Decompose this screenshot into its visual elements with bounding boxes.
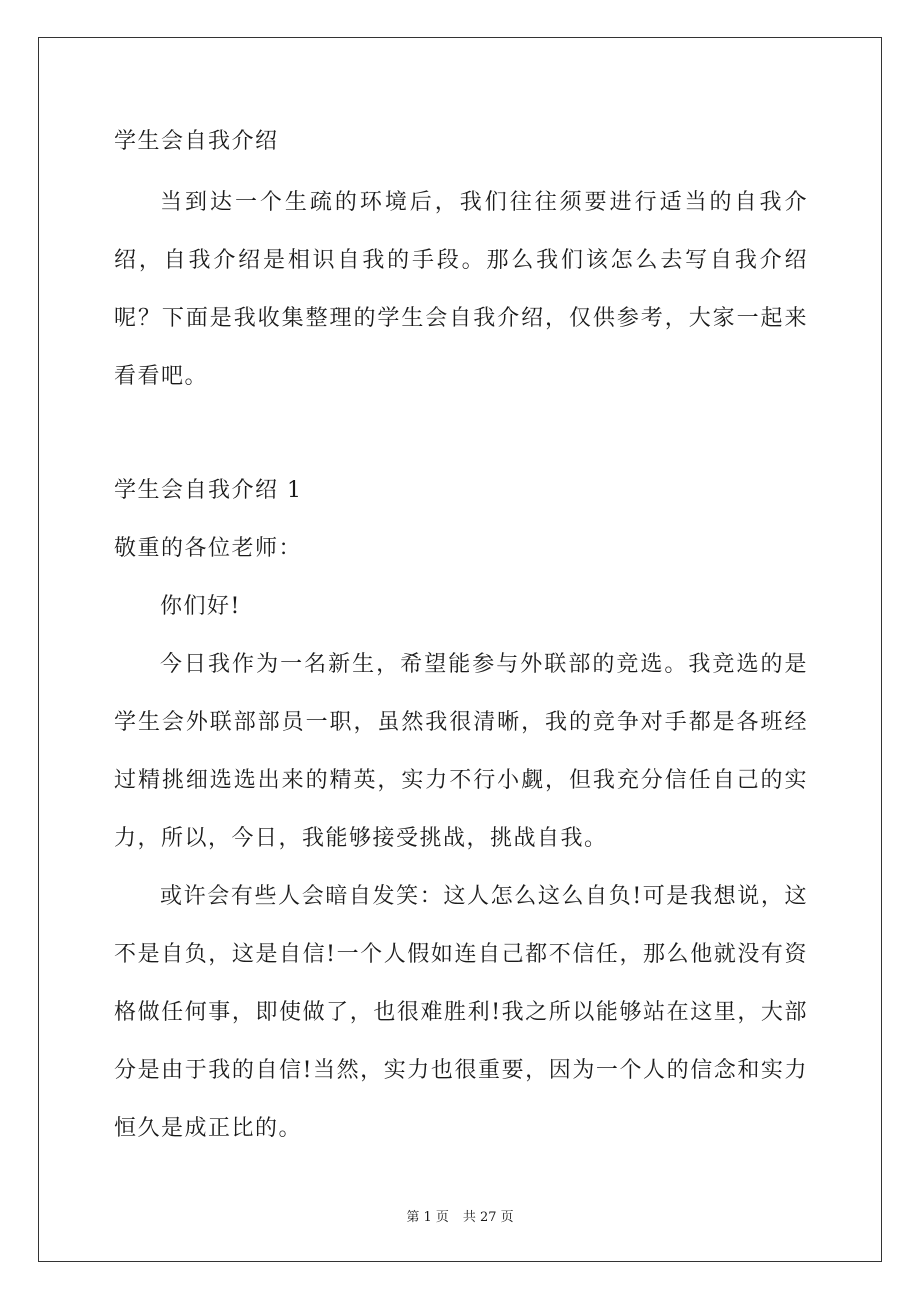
intro-paragraph: 当到达一个生疏的环境后，我们往往须要进行适当的自我介绍，自我介绍是相识自我的手段。那么我们该怎么去写自我介绍呢？下面是我收集整理的学生会自我介绍，仅供参考，大家一起来看看吧。 — [114, 190, 808, 389]
salutation: 敬重的各位老师： — [114, 536, 303, 561]
page-total: 共 27 页 — [462, 1210, 514, 1225]
section-title: 学生会自我介绍 1 — [114, 478, 303, 503]
page-footer — [0, 1206, 920, 1225]
document-title: 学生会自我介绍 — [114, 129, 279, 154]
greeting: 你们好! — [160, 594, 241, 619]
document-body — [114, 118, 808, 1158]
body-paragraph-1: 今日我作为一名新生，希望能参与外联部的竞选。我竞选的是学生会外联部部员一职，虽然我很清晰，我的竞争对手都是各班经过精挑细选选出来的精英，实力不行小觑，但我充分信任自己的实力，所以，今日，我能够接受挑战，挑战自我。 — [114, 652, 808, 851]
page-number: 第 1 页 — [406, 1210, 449, 1225]
body-paragraph-2: 或许会有些人会暗自发笑：这人怎么这么自负!可是我想说，这不是自负，这是自信!一个人假如连自己都不信任，那么他就没有资格做任何事，即使做了，也很难胜利!我之所以能够站在这里，大部分是由于我的自信!当然，实力也很重要，因为一个人的信念和实力恒久是成正比的。 — [114, 884, 808, 1141]
